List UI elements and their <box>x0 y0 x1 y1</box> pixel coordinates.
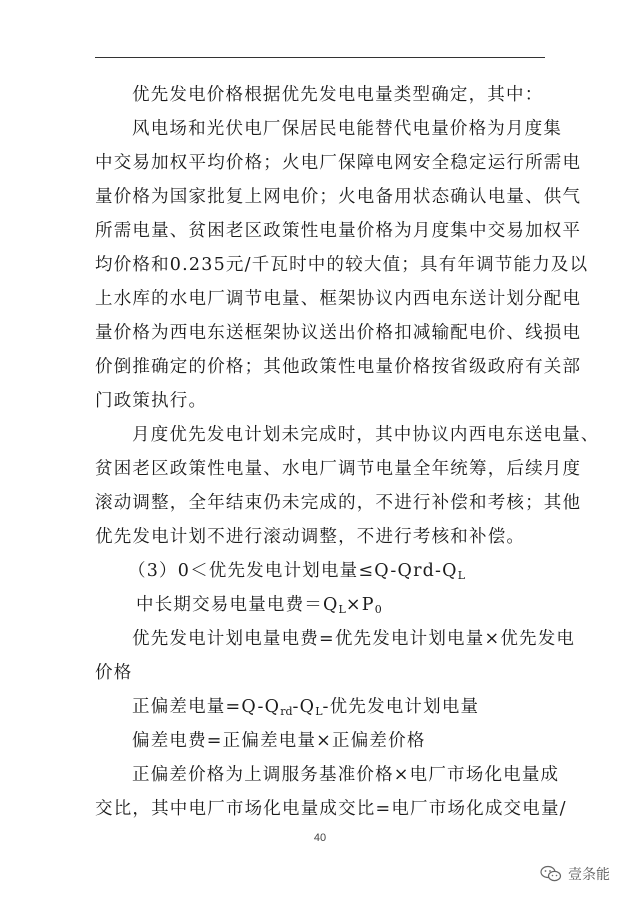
paragraph-line: 价倒推确定的价格；其他政策性电量价格按省级政府有关部 <box>95 357 582 377</box>
paragraph-line: 交比，其中电厂市场化电量成交比=电厂市场化成交电量/ <box>95 799 567 819</box>
formula-positive-deviation <box>132 696 479 723</box>
paragraph-line: 风电场和光伏电厂保居民电能替代电量价格为月度集 <box>132 119 563 139</box>
formula-text: -Q <box>292 697 316 717</box>
paragraph-line: 优先发电价格根据优先发电电量类型确定，其中： <box>132 85 544 105</box>
formula-subscript: L <box>338 603 346 616</box>
paragraph-line: 量价格为西电东送框架协议送出价格扣减输配电价、线损电 <box>95 323 582 343</box>
paragraph-line: 均价格和0.235元/千瓦时中的较大值；具有年调节能力及以 <box>95 255 589 275</box>
formula-text: -优先发电计划电量 <box>322 697 480 717</box>
paragraph-line: 贫困老区政策性电量、水电厂调节电量全年统筹，后续月度 <box>95 459 582 479</box>
formula-text: （3）0＜优先发电计划电量≤Q-Qrd-Q <box>128 561 458 581</box>
formula-subscript: 0 <box>374 603 382 616</box>
paragraph-line: 正偏差价格为上调服务基准价格×电厂市场化电量成 <box>132 765 560 785</box>
formula-text: 中长期交易电量电费＝Q <box>136 595 339 615</box>
formula-subscript: rd <box>280 705 293 718</box>
wechat-icon <box>540 865 562 883</box>
paragraph-line: 滚动调整，全年结束仍未完成的，不进行补偿和考核；其他 <box>95 493 582 513</box>
paragraph-line: 优先发电计划不进行滚动调整，不进行考核和补偿。 <box>95 527 526 547</box>
paragraph-line: 优先发电计划电量电费=优先发电计划电量×优先发电 <box>132 629 576 649</box>
paragraph-line: 月度优先发电计划未完成时，其中协议内西电东送电量、 <box>132 425 600 445</box>
formula-subscript: L <box>315 705 323 718</box>
paragraph-line: 量价格为国家批复上网电价；火电备用状态确认电量、供气 <box>95 187 582 207</box>
header-rule <box>95 57 545 58</box>
formula-subscript: L <box>457 569 466 582</box>
paragraph-line: 中交易加权平均价格；火电厂保障电网安全稳定运行所需电 <box>95 153 582 173</box>
paragraph-line: 偏差电费=正偏差电量×正偏差价格 <box>132 731 426 751</box>
page-number: 40 <box>313 832 327 844</box>
formula-text: 正偏差电量=Q-Q <box>132 697 281 717</box>
formula-text: ×P <box>345 595 375 615</box>
paragraph-line: 所需电量、贫困老区政策性电量价格为月度集中交易加权平 <box>95 221 582 241</box>
formula-mid-long-term-fee <box>136 594 382 621</box>
watermark <box>540 864 610 884</box>
watermark-text: 壹条能 <box>568 867 610 883</box>
paragraph-line: 上水库的水电厂调节电量、框架协议内西电东送计划分配电 <box>95 289 582 309</box>
paragraph-line: 价格 <box>95 663 133 683</box>
formula-case-condition <box>128 560 465 587</box>
paragraph-line: 门政策执行。 <box>95 391 208 411</box>
